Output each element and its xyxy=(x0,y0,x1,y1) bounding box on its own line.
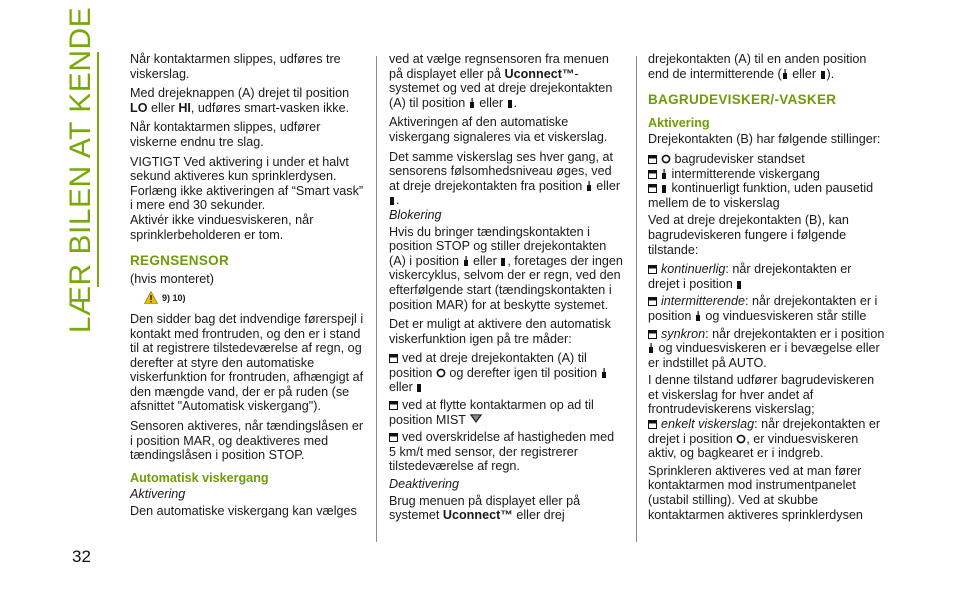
intermittent-icon xyxy=(469,98,476,108)
off-circle-icon xyxy=(736,434,746,444)
subheading-automatisk: Automatisk viskergang xyxy=(130,470,269,485)
continuous-icon xyxy=(736,279,743,289)
paragraph: Den automatiske viskergang kan vælges xyxy=(130,504,357,519)
off-circle-icon xyxy=(436,368,446,378)
paragraph: Drejekontakten (B) har følgende stillinger: xyxy=(648,132,881,147)
column-2 xyxy=(389,52,623,528)
italic-subheading: Blokering xyxy=(389,207,442,222)
column-3 xyxy=(648,52,886,527)
intermittent-icon xyxy=(586,181,593,191)
bullet-square-icon xyxy=(648,184,657,193)
warning-reference: 9) 10) xyxy=(144,291,366,306)
list-item: intermitterende: når drejekontakten er i position og vinduesviskeren står stille xyxy=(648,294,878,323)
subtitle: (hvis monteret) xyxy=(130,271,214,286)
chapter-rule xyxy=(97,52,99,287)
paragraph: Den sidder bag det indvendige førerspejl i kontakt med frontruden, og den er i stand til at registrere tilstedeværelse af regn, og derefter at styre den automatiske viskerfunktion for frontruden, afhængigt af den mængde vand, der er på ruden (se afsnittet "Automatisk viskergang"). xyxy=(130,311,364,414)
list-item: ved at flytte kontaktarmen op ad til position MIST xyxy=(389,398,594,427)
continuous-icon xyxy=(661,183,668,193)
list-item: intermitterende viskergang xyxy=(648,167,886,182)
paragraph: drejekontakten (A) til en anden position end de intermitterende ( eller ). xyxy=(648,52,867,81)
intermittent-icon xyxy=(601,368,608,378)
list-item: ved overskridelse af hastigheden med 5 km/t med sensor, der registrerer tilstedeværelse af regn. xyxy=(389,430,615,474)
page-number: 32 xyxy=(72,547,91,566)
bullet-square-icon xyxy=(648,265,657,274)
paragraph: ved at vælge regnsensoren fra menuen på displayet eller på Uconnect™-systemet og ved at dreje drejekontakten (A) til position eller . xyxy=(389,52,613,110)
mist-icon xyxy=(469,413,483,425)
paragraph: Med drejeknappen (A) drejet til position LO eller HI, udføres smart-vasken ikke. xyxy=(130,86,350,115)
intermittent-icon xyxy=(463,256,470,266)
intermittent-icon xyxy=(661,169,668,179)
intermittent-icon xyxy=(648,343,655,353)
column-divider xyxy=(636,56,637,542)
intermittent-icon xyxy=(507,98,514,108)
paragraph: Det samme viskerslag ses hver gang, at sensorens følsomhedsniveau øges, ved at dreje drejekontakten fra position eller . xyxy=(389,149,621,208)
paragraph: Når kontaktarmen slippes, udfører viskerne endnu tre slag. xyxy=(130,120,321,149)
italic-subheading: Deaktivering xyxy=(389,477,459,492)
paragraph: Det er muligt at aktivere den automatisk viskerfunktion igen på tre måder: xyxy=(389,317,611,346)
list-item: ved at dreje drejekontakten (A) til position og derefter igen til position eller xyxy=(389,351,623,395)
list-item: enkelt viskerslag: når drejekontakten er drejet i position , er vinduesviskeren aktiv, og bagkearet er i indgreb. xyxy=(648,417,881,461)
paragraph: Brug menuen på displayet eller på systemet Uconnect™ eller drej xyxy=(389,493,581,523)
paragraph: Aktivér ikke vinduesviskeren, når sprinklerbeholderen er tom. xyxy=(130,212,314,242)
paragraph: I denne tilstand udfører bagrudeviskeren et viskerslag for hver andet af frontrudeviskerens viskerslag; xyxy=(648,373,875,417)
column-1 xyxy=(130,52,366,524)
chapter-title: LÆR BILEN AT KENDE xyxy=(64,6,97,333)
bullet-square-icon xyxy=(389,433,398,442)
intermittent-icon xyxy=(416,382,423,392)
column-divider xyxy=(376,56,377,542)
warning-triangle-icon xyxy=(144,291,158,304)
list-item: kontinuerlig: når drejekontakten er drejet i position xyxy=(648,262,852,291)
bullet-square-icon xyxy=(648,155,657,164)
paragraph: VIGTIGT Ved aktivering i under et halvt sekund aktiveres kun sprinklerdysen. Forlæng ikke aktiveringen af “Smart vask” i mere end 30 sekunder. xyxy=(130,154,364,213)
chapter-side-tab xyxy=(50,6,112,333)
intermittent-icon xyxy=(782,69,789,79)
paragraph: Når kontaktarmen slippes, udføres tre viskerslag. xyxy=(130,52,341,81)
list-item: synkron: når drejekontakten er i position og vinduesviskeren er i bevægelse eller er indstillet på AUTO. xyxy=(648,326,885,370)
bullet-square-icon xyxy=(648,420,657,429)
bullet-square-icon xyxy=(648,330,657,339)
intermittent-icon xyxy=(695,311,702,321)
paragraph: Hvis du bringer tændingskontakten i position STOP og stiller drejekontakten (A) i position eller , foretages der ingen viskercyklus, selvom der er regn, ved den efterfølgende start (tændingskontakten i position MAR) for at beskytte systemet. xyxy=(389,224,623,312)
subheading-aktivering: Aktivering xyxy=(648,115,710,130)
paragraph: Sprinkleren aktiveres ved at man fører kontaktarmen mod instrumentpanelet (ustabil stilling). Ved at skubbe kontaktarmen aktiveres sprinklerdysen xyxy=(648,463,863,522)
section-heading-regnsensor: REGNSENSOR xyxy=(130,253,230,269)
section-heading-bagrudevisker: BAGRUDEVISKER/-VASKER xyxy=(648,92,837,108)
bullet-square-icon xyxy=(389,354,398,363)
list-item: bagrudevisker standset xyxy=(648,152,886,167)
paragraph: Sensoren aktiveres, når tændingslåsen er i position MAR, og deaktiveres med tændingslåsen i position STOP. xyxy=(130,419,364,463)
off-circle-icon xyxy=(661,154,671,164)
bullet-square-icon xyxy=(648,170,657,179)
paragraph: Ved at dreje drejekontakten (B), kan bagrudeviskeren fungere i følgende tilstande: xyxy=(648,213,849,257)
bullet-square-icon xyxy=(648,297,657,306)
list-item: kontinuerligt funktion, uden pausetid mellem de to viskerslag xyxy=(648,181,874,210)
bullet-square-icon xyxy=(389,401,398,410)
intermittent-icon xyxy=(820,69,827,79)
paragraph: Aktiveringen af den automatiske viskergang signaleres via et viskerslag. xyxy=(389,115,608,144)
italic-subheading: Aktivering xyxy=(130,487,186,502)
intermittent-icon xyxy=(389,195,396,205)
